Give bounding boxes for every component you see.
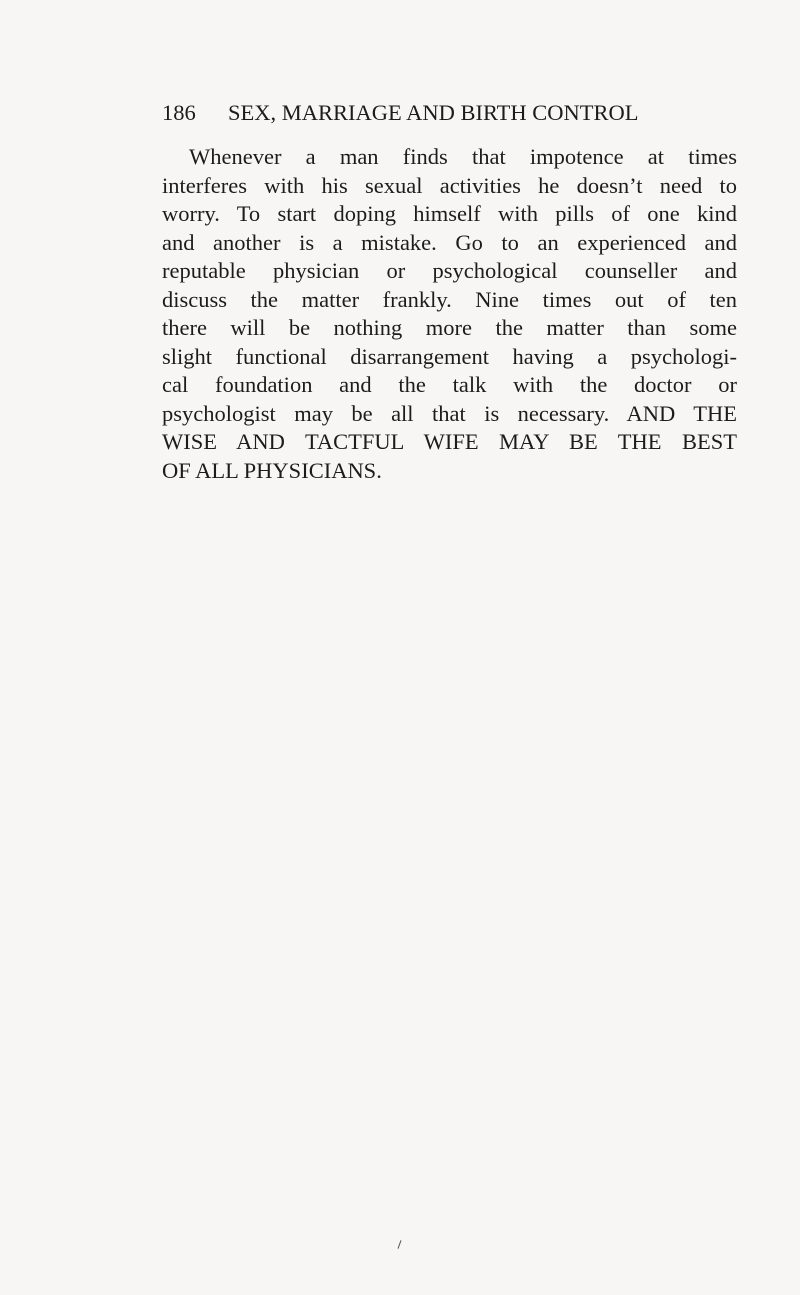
text-line: slight functional disarrangement having a psychologi- (162, 343, 737, 369)
text-line: discuss the matter frankly. Nine times out of ten (162, 286, 737, 312)
page-number: 186 (162, 100, 196, 125)
text-line: WISE AND TACTFUL WIFE MAY BE THE BEST (162, 429, 737, 454)
text-line: there will be nothing more the matter than some (162, 315, 737, 340)
text-line: OF ALL PHYSICIANS. (162, 457, 382, 483)
running-title: SEX, MARRIAGE AND BIRTH CONTROL (228, 100, 639, 125)
text-line: cal foundation and the talk with the doctor or (162, 372, 737, 397)
text-line: psychologist may be all that is necessary. AND THE (162, 400, 737, 426)
paper-speck (397, 1240, 401, 1249)
text-line: interferes with his sexual activities he doesn’t need to (162, 172, 737, 198)
text-line: and another is a mistake. Go to an experienced and (162, 229, 737, 255)
running-head (162, 95, 662, 131)
body-paragraph (162, 143, 737, 485)
text-line: worry. To start doping himself with pills of one kind (162, 201, 737, 226)
text-line: reputable physician or psychological counseller and (162, 258, 737, 283)
text-line: Whenever a man finds that impotence at times (189, 144, 737, 169)
